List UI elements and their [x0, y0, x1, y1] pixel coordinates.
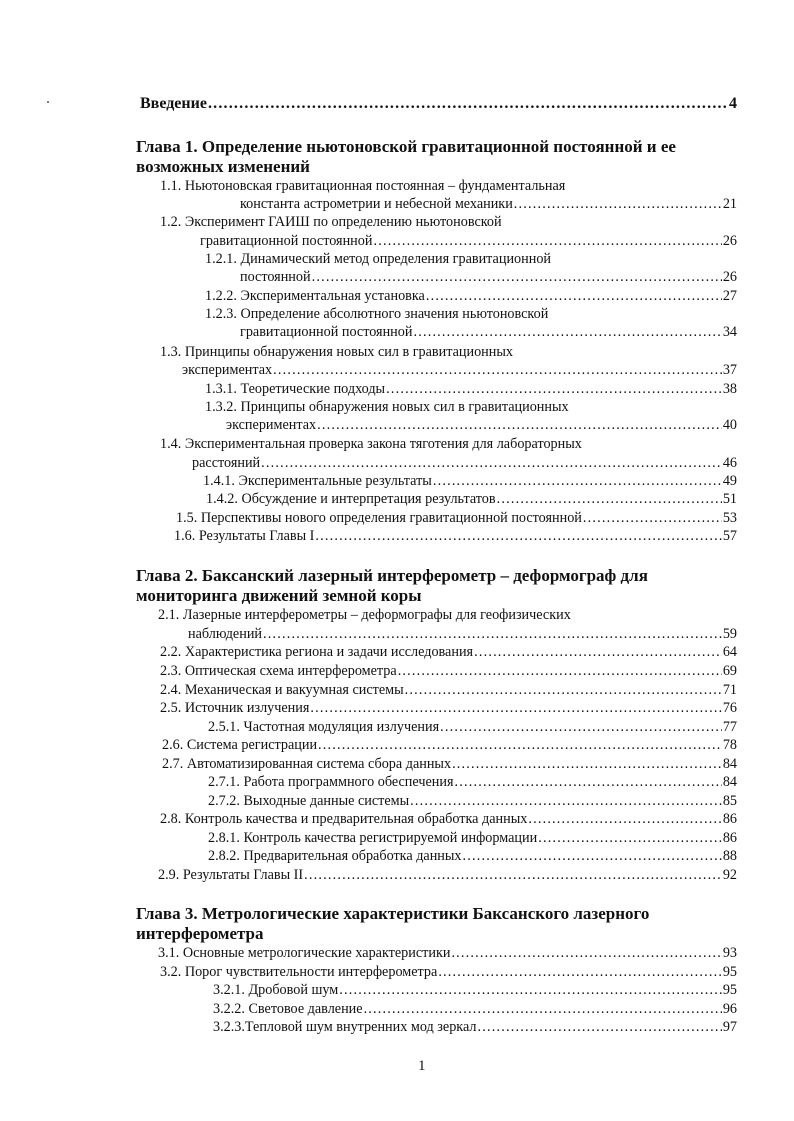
entry-page: 51	[722, 491, 737, 507]
entry-title: 1.4.2. Обсуждение и интерпретация результатов	[206, 491, 496, 507]
entry-title: константа астрометрии и небесной механики	[240, 196, 513, 212]
page-number: 1	[418, 1058, 426, 1074]
toc-entry-1-2-1	[240, 268, 737, 286]
toc-entry-2-9	[158, 866, 737, 884]
toc-entry-1-3-line1: 1.3. Принципы обнаружения новых сил в гравитационных	[160, 344, 513, 360]
entry-title: 1.2.2. Экспериментальная установка	[205, 288, 425, 304]
leader-dots	[304, 866, 722, 884]
entry-title: 2.7.2. Выходные данные системы	[208, 793, 410, 809]
entry-page: 78	[722, 737, 737, 753]
entry-title: 2.5. Источник излучения	[160, 700, 310, 716]
leader-dots	[273, 361, 722, 379]
toc-entry-1-2-3-line1: 1.2.3. Определение абсолютного значения ньютоновской	[205, 306, 549, 322]
entry-title: расстояний	[192, 455, 261, 471]
leader-dots	[410, 792, 722, 810]
entry-title: 3.2. Порог чувствительности интерферометра	[160, 964, 438, 980]
toc-entry-1-1-line1: 1.1. Ньютоновская гравитационная постоянная – фундаментальная	[160, 178, 566, 194]
entry-page: 27	[722, 288, 737, 304]
toc-entry-3-2-2	[213, 1000, 737, 1018]
entry-title: постоянной	[240, 269, 311, 285]
leader-dots	[312, 268, 722, 286]
toc-entry-2-7-1	[208, 773, 737, 791]
leader-dots	[438, 963, 722, 981]
toc-entry-1-6	[174, 527, 737, 545]
leader-dots	[315, 527, 721, 545]
entry-page: 86	[722, 811, 737, 827]
entry-page: 76	[722, 700, 737, 716]
chapter-1-title-line1: Глава 1. Определение ньютоновской гравитационной постоянной и ее	[136, 137, 676, 156]
toc-entry-1-1	[240, 195, 737, 213]
toc-entry-2-4	[160, 681, 737, 699]
leader-dots	[426, 287, 722, 305]
chapter-3-title-line1: Глава 3. Метрологические характеристики Баксанского лазерного	[136, 904, 650, 923]
toc-entry-2-5	[160, 699, 737, 717]
entry-title: 1.5. Перспективы нового определения гравитационной постоянной	[176, 510, 582, 526]
toc-entry-2-3	[160, 662, 737, 680]
toc-entry-1-2-line1: 1.2. Эксперимент ГАИШ по определению ньютоновской	[160, 214, 502, 230]
toc-entry-2-5-1	[208, 718, 737, 736]
toc-entry-3-2-1	[213, 981, 737, 999]
leader-dots	[451, 944, 721, 962]
entry-title: экспериментах	[182, 362, 273, 378]
entry-title: экспериментах	[226, 417, 317, 433]
entry-title: 3.2.3.Тепловой шум внутренних мод зеркал	[213, 1019, 477, 1035]
chapter-2-title-line1: Глава 2. Баксанский лазерный интерферометр – деформограф для	[136, 566, 648, 585]
toc-entry-2-7	[162, 755, 737, 773]
entry-title: наблюдений	[188, 626, 263, 642]
toc-entry-1-5	[176, 509, 737, 527]
toc-entry-3-2-3	[213, 1018, 737, 1036]
leader-dots	[373, 232, 721, 250]
toc-entry-1-3	[182, 361, 737, 379]
toc-entry-1-4-1	[203, 472, 737, 490]
leader-dots	[317, 416, 722, 434]
chapter-3-title-line2: интерферометра	[136, 924, 264, 943]
entry-title: 1.6. Результаты Главы I	[174, 528, 315, 544]
leader-dots	[455, 773, 722, 791]
chapter-2-title-line2: мониторинга движений земной коры	[136, 586, 422, 605]
leader-dots	[583, 509, 722, 527]
toc-entry-1-2-1-line1: 1.2.1. Динамический метод определения гравитационной	[205, 251, 552, 267]
entry-title: 2.8. Контроль качества и предварительная обработка данных	[160, 811, 528, 827]
leader-dots	[463, 847, 722, 865]
leader-dots	[364, 1000, 722, 1018]
toc-entry-3-2	[160, 963, 737, 981]
toc-entry-intro	[140, 95, 737, 113]
entry-page: 86	[722, 830, 737, 846]
leader-dots	[413, 323, 721, 341]
toc-entry-1-3-2	[226, 416, 737, 434]
leader-dots	[497, 490, 722, 508]
entry-title: гравитационной постоянной	[200, 233, 373, 249]
entry-title: 2.7. Автоматизированная система сбора данных	[162, 756, 452, 772]
entry-title: 2.8.2. Предварительная обработка данных	[208, 848, 462, 864]
entry-page: 93	[722, 945, 737, 961]
entry-page: 84	[722, 756, 737, 772]
leader-dots	[440, 718, 722, 736]
entry-title: Введение	[140, 95, 207, 112]
entry-title: 3.2.1. Дробовой шум	[213, 982, 339, 998]
entry-page: 71	[722, 682, 737, 698]
toc-entry-1-4-line1: 1.4. Экспериментальная проверка закона тяготения для лабораторных	[160, 436, 582, 452]
leader-dots	[398, 662, 722, 680]
toc-entry-2-2	[160, 643, 737, 661]
entry-page: 53	[722, 510, 737, 526]
leader-dots	[514, 195, 722, 213]
leader-dots	[474, 643, 722, 661]
toc-entry-2-1-line1: 2.1. Лазерные интерферометры – деформографы для геофизических	[158, 607, 571, 623]
entry-page: 46	[722, 455, 737, 471]
entry-page: 57	[722, 528, 737, 544]
entry-title: 2.3. Оптическая схема интерферометра	[160, 663, 397, 679]
entry-page: 64	[722, 644, 737, 660]
entry-page: 59	[722, 626, 737, 642]
entry-title: 1.4.1. Экспериментальные результаты	[203, 473, 432, 489]
leader-dots	[339, 981, 722, 999]
entry-title: 2.5.1. Частотная модуляция излучения	[208, 719, 440, 735]
leader-dots	[310, 699, 721, 717]
entry-title: 3.1. Основные метрологические характеристики	[158, 945, 451, 961]
entry-page: 40	[722, 417, 737, 433]
chapter-1-title-line2: возможных изменений	[136, 157, 310, 176]
entry-page: 95	[722, 982, 737, 998]
toc-entry-1-4	[192, 454, 737, 472]
entry-title: 2.7.1. Работа программного обеспечения	[208, 774, 454, 790]
entry-page: 38	[722, 381, 737, 397]
toc-entry-2-7-2	[208, 792, 737, 810]
entry-title: 1.3.1. Теоретические подходы	[205, 381, 386, 397]
leader-dots	[528, 810, 721, 828]
entry-page: 26	[722, 233, 737, 249]
toc-entry-1-2-3	[240, 323, 737, 341]
entry-page: 85	[722, 793, 737, 809]
leader-dots	[477, 1018, 721, 1036]
leader-dots	[538, 829, 722, 847]
entry-title: 2.9. Результаты Главы II	[158, 867, 304, 883]
entry-page: 26	[722, 269, 737, 285]
toc-entry-2-8-1	[208, 829, 737, 847]
leader-dots	[405, 681, 722, 699]
entry-page: 88	[722, 848, 737, 864]
entry-title: гравитационной постоянной	[240, 324, 413, 340]
leader-dots	[261, 454, 722, 472]
entry-page: 92	[722, 867, 737, 883]
entry-page: 4	[729, 95, 737, 112]
leader-dots	[318, 736, 722, 754]
entry-page: 69	[722, 663, 737, 679]
toc-entry-3-1	[158, 944, 737, 962]
leader-dots	[263, 625, 722, 643]
toc-entry-2-6	[162, 736, 737, 754]
entry-title: 2.4. Механическая и вакуумная системы	[160, 682, 404, 698]
entry-page: 49	[722, 473, 737, 489]
entry-page: 97	[722, 1019, 737, 1035]
entry-page: 95	[722, 964, 737, 980]
entry-title: 3.2.2. Световое давление	[213, 1001, 363, 1017]
leader-dots	[433, 472, 722, 490]
entry-title: 2.2. Характеристика региона и задачи исследования	[160, 644, 474, 660]
entry-page: 77	[722, 719, 737, 735]
leader-dots	[386, 380, 722, 398]
leader-dots	[208, 95, 728, 113]
toc-entry-1-2	[200, 232, 737, 250]
entry-title: 2.6. Система регистрации	[162, 737, 318, 753]
toc-entry-2-8-2	[208, 847, 737, 865]
toc-entry-1-2-2	[205, 287, 737, 305]
entry-page: 84	[722, 774, 737, 790]
toc-entry-2-1	[188, 625, 737, 643]
entry-page: 21	[722, 196, 737, 212]
toc-entry-2-8	[160, 810, 737, 828]
entry-title: 2.8.1. Контроль качества регистрируемой информации	[208, 830, 538, 846]
toc-entry-1-3-2-line1: 1.3.2. Принципы обнаружения новых сил в гравитационных	[205, 399, 569, 415]
entry-page: 37	[722, 362, 737, 378]
scan-speck	[47, 101, 49, 103]
toc-entry-1-3-1	[205, 380, 737, 398]
entry-page: 34	[722, 324, 737, 340]
entry-page: 96	[722, 1001, 737, 1017]
leader-dots	[452, 755, 722, 773]
toc-entry-1-4-2	[206, 490, 737, 508]
